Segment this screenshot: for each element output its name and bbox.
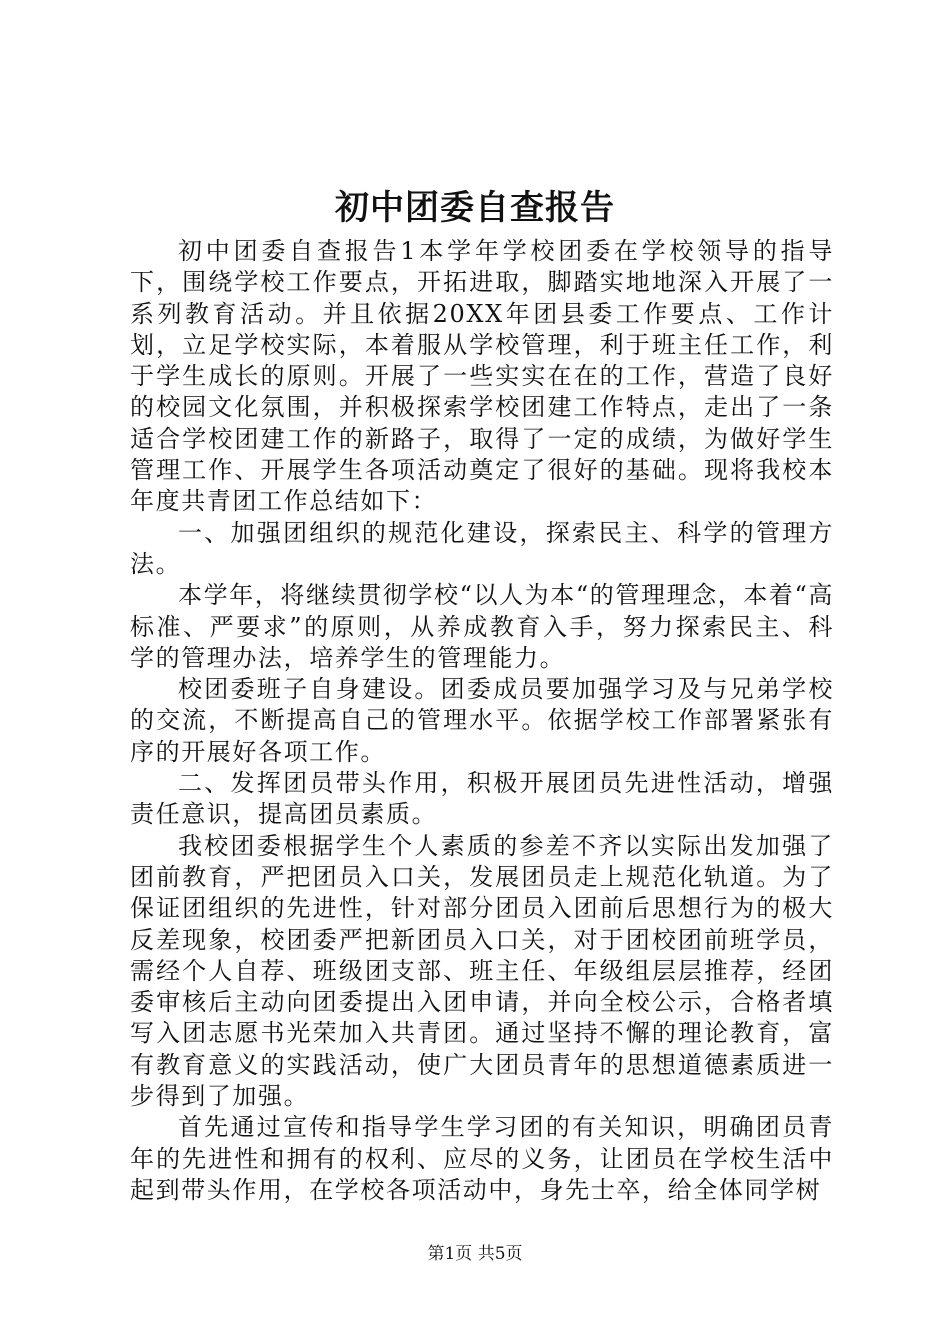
paragraph-section-1-heading: 一、加强团组织的规范化建设，探索民主、科学的管理方法。 (130, 518, 834, 578)
paragraph-section-2-continued: 首先通过宣传和指导学生学习团的有关知识，明确团员青年的先进性和拥有的权利、应尽的义务，让团员在学校生活中起到带头作用，在学校各项活动中，身先士卒，给全体同学树 (130, 1113, 834, 1204)
paragraph-section-2-heading: 二、发挥团员带头作用，积极开展团员先进性活动，增强责任意识，提高团员素质。 (130, 769, 834, 829)
paragraph-intro: 初中团委自查报告1本学年学校团委在学校领导的指导下，围绕学校工作要点，开拓进取，脚踏实地地深入开展了一系列教育活动。并且依据20XX年团县委工作要点、工作计划，立足学校实际，本着服从学校管理，利于班主任工作，利于学生成长的原则。开展了一些实实在在的工作，营造了良好的校园文化氛围，并积极探索学校团建工作特点，走出了一条适合学校团建工作的新路子，取得了一定的成绩，为做好学生管理工作、开展学生各项活动奠定了很好的基础。现将我校本年度共青团工作总结如下： (130, 237, 834, 516)
paragraph-section-1-body: 本学年，将继续贯彻学校“以人为本“的管理理念，本着“高标准、严要求”的原则，从养成教育入手，努力探索民主、科学的管理办法，培养学生的管理能力。 (130, 581, 835, 672)
paragraph-team-building: 校团委班子自身建设。团委成员要加强学习及与兄弟学校的交流，不断提高自己的管理水平。依据学校工作部署紧张有序的开展好各项工作。 (130, 675, 834, 766)
page-number-footer: 第1页 共5页 (427, 1244, 523, 1264)
document-body (130, 236, 834, 1206)
paragraph-section-2-body: 我校团委根据学生个人素质的参差不齐以实际出发加强了团前教育，严把团员入口关，发展团员走上规范化轨道。为了保证团组织的先进性，针对部分团员入团前后思想行为的极大反差现象，校团委严把新团员入口关，对于团校团前班学员，需经个人自荐、班级团支部、班主任、年级组层层推荐，经团委审核后主动向团委提出入团申请，并向全校公示，合格者填写入团志愿书光荣加入共青团。通过坚持不懈的理论教育，富有教育意义的实践活动，使广大团员青年的思想道德素质进一步得到了加强。 (130, 831, 834, 1111)
document-title: 初中团委自查报告 (335, 188, 615, 228)
